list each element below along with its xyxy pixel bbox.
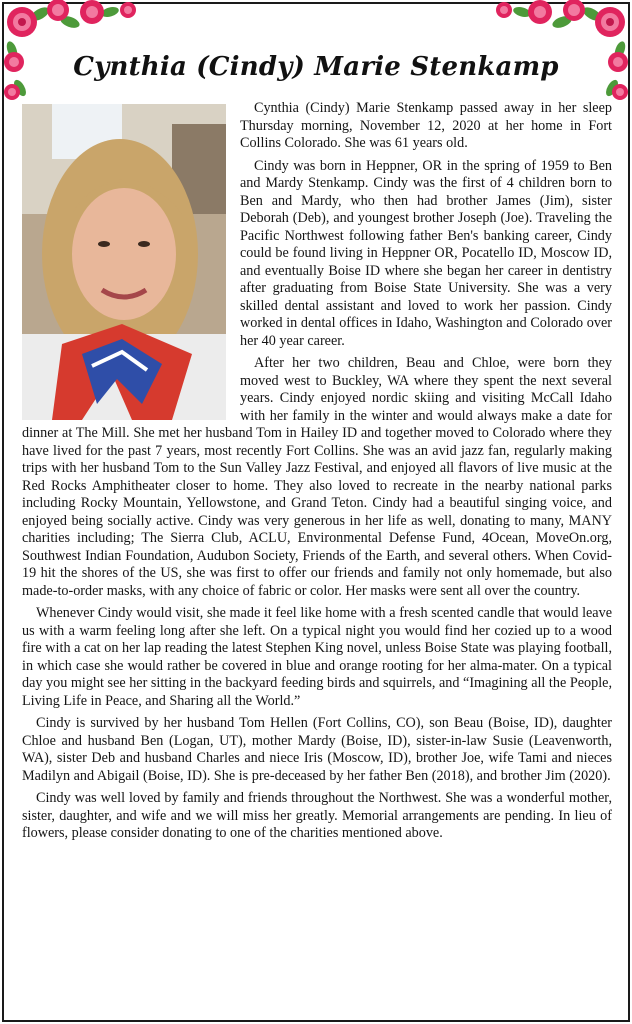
portrait-photo [22,104,226,420]
obituary-title: Cynthia (Cindy) Marie Stenkamp [73,52,559,82]
obituary-body [22,100,612,848]
paragraph-2: Cindy was born in Heppner, OR in the spring of 1959 to Ben and Mardy Stenkamp. Cindy was the first of 4 children born to Ben and Mardy, who then had brother James (Jim), sister Deborah (Deb), and youngest brother Joseph (Joe). Traveling the Pacific Northwest following father Ben's banking career, Cindy could be found living in Heppner OR, Pocatello ID, Moscow ID, and eventually Boise ID where she began her career in dentistry after graduating from Boise State University. She was a very skilled dental assistant and loved to work her passion. Cindy worked in dental offices in Idaho, Washington and Colorado over her 40 year career. [240,157,612,349]
paragraph-6: Cindy was well loved by family and friends throughout the Northwest. She was a wonderful mother, sister, daughter, and wife and we will miss her greatly. Memorial arrangements are pending. In lieu of flowers, please consider donating to one of the charities mentioned above. [22,790,612,841]
paragraph-5: Cindy is survived by her husband Tom Hellen (Fort Collins, CO), son Beau (Boise, ID), daughter Chloe and husband Ben (Logan, UT), mother Mardy (Boise, ID), sister-in-law Susie (Leavenworth, WA), sister Deb and husband Charles and niece Iris (Moscow, ID), brother Joe, wife Tami and nieces Madilyn and Abigail (Boise, ID). She is pre-deceased by her father Ben (2018), and brother Jim (2020). [22,715,612,784]
portrait-photo-icon [22,104,226,420]
paragraph-4: Whenever Cindy would visit, she made it feel like home with a fresh scented candle that would leave us with a warm feeling long after she left. On a typical night you would find her cozied up to a wood fire with a cat on her lap reading the latest Stephen King novel, unless Boise State was playing football, in which case she would rather be covered in blue and orange rooting for her alma-mater. On a typical day you might see her sitting in the backyard feeding birds and squirrels, and “Imagining all the People, Living Life in Peace, and Sharing all the World.” [22,605,612,709]
paragraph-3: After her two children, Beau and Chloe, were born they moved west to Buckley, WA where they spent the next several years. Cindy enjoyed nordic skiing and visiting McCall Idaho with her family in the winter and would always make a date for dinner at The Mill. She met her husband Tom in Hailey ID and together moved to Colorado where they have lived for the past 7 years, most recently Fort Collins. She was an avid jazz fan, regularly making trips with her husband Tom to the Sun Valley Jazz Festival, and enjoyed all flavors of live music at the Red Rocks Amphitheater closer to home. They also loved to recreate in the nearby national parks including Rocky Mountain, Yellowstone, and Grand Teton. Cindy had a beautiful singing voice, and enjoyed being socially active. Cindy was very generous in her life as well, donating to many, MANY charities including; The Sierra Club, ACLU, Environmental Defense Fund, 4Ocean, MoveOn.org, Southwest Indian Foundation, Audubon Society, Friends of the Earth, and several others. When Covid-19 hit the shores of the US, she was first to offer our friends and family not only homemade, but also made-to-order masks, with any choice of fabric or color. Her masks were sent all over the country. [22,355,612,599]
paragraph-1: Cynthia (Cindy) Marie Stenkamp passed away in her sleep Thursday morning, November 12, 2020 at her home in Fort Collins Colorado. She was 61 years old. [240,100,612,151]
